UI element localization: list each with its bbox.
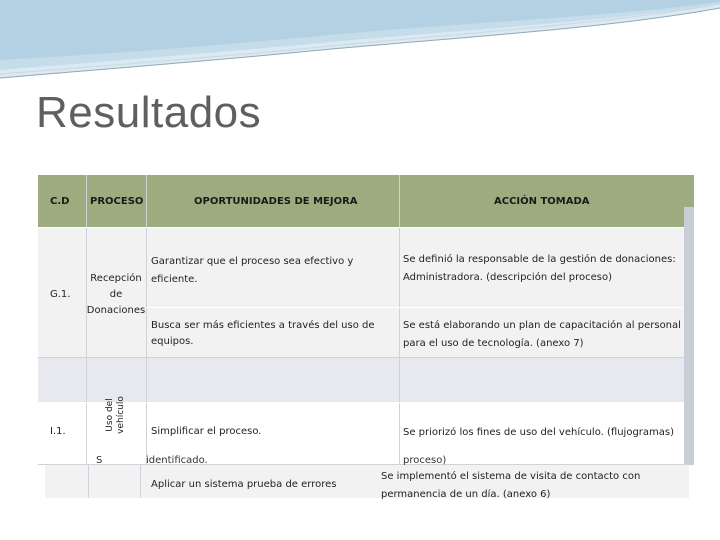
row-opportunity-i1: Simplificar el proceso. [151,426,262,437]
row-process-i1: Uso del vehículo [105,396,126,434]
row-opportunity-g1-b: Busca ser más eficientes a través del uso de equipos. [151,320,375,347]
overflow-fragment-process: proceso) [403,455,447,466]
slide-title: Resultados [36,88,262,137]
header-oportunidades: OPORTUNIDADES DE MEJORA [194,196,358,207]
row-action-g1-b: Se está elaborando un plan de capacitación al personal para el uso de tecnología. (anexo 7) [403,320,681,349]
row-action-g1-a: Se definió la responsable de la gestión de donaciones: Administradora. (descripción del proceso) [403,254,676,283]
header-accion: ACCIÓN TOMADA [494,196,590,207]
row-opportunity-overflow: Aplicar un sistema prueba de errores [151,479,337,490]
row-code-g1: G.1. [50,289,71,300]
header-cd: C.D [50,196,70,207]
overflow-fragment-s: S [96,455,103,466]
row-action-i1: Se priorizó los fines de uso del vehículo. (flujogramas) [403,427,675,438]
overflow-fragment-identified: identificado. [146,455,208,466]
row-code-i1: I.1. [50,426,66,437]
table-row [38,357,684,402]
row-process-g1: Recepción de Donaciones [86,273,146,316]
row-action-overflow: Se implementó el sistema de visita de contacto con permanencia de un día. (anexo 6) [381,471,641,500]
header-proceso: PROCESO [90,196,144,207]
table-edge-strip [684,175,694,465]
row-opportunity-g1-a: Garantizar que el proceso sea efectivo y eficiente. [151,256,354,285]
